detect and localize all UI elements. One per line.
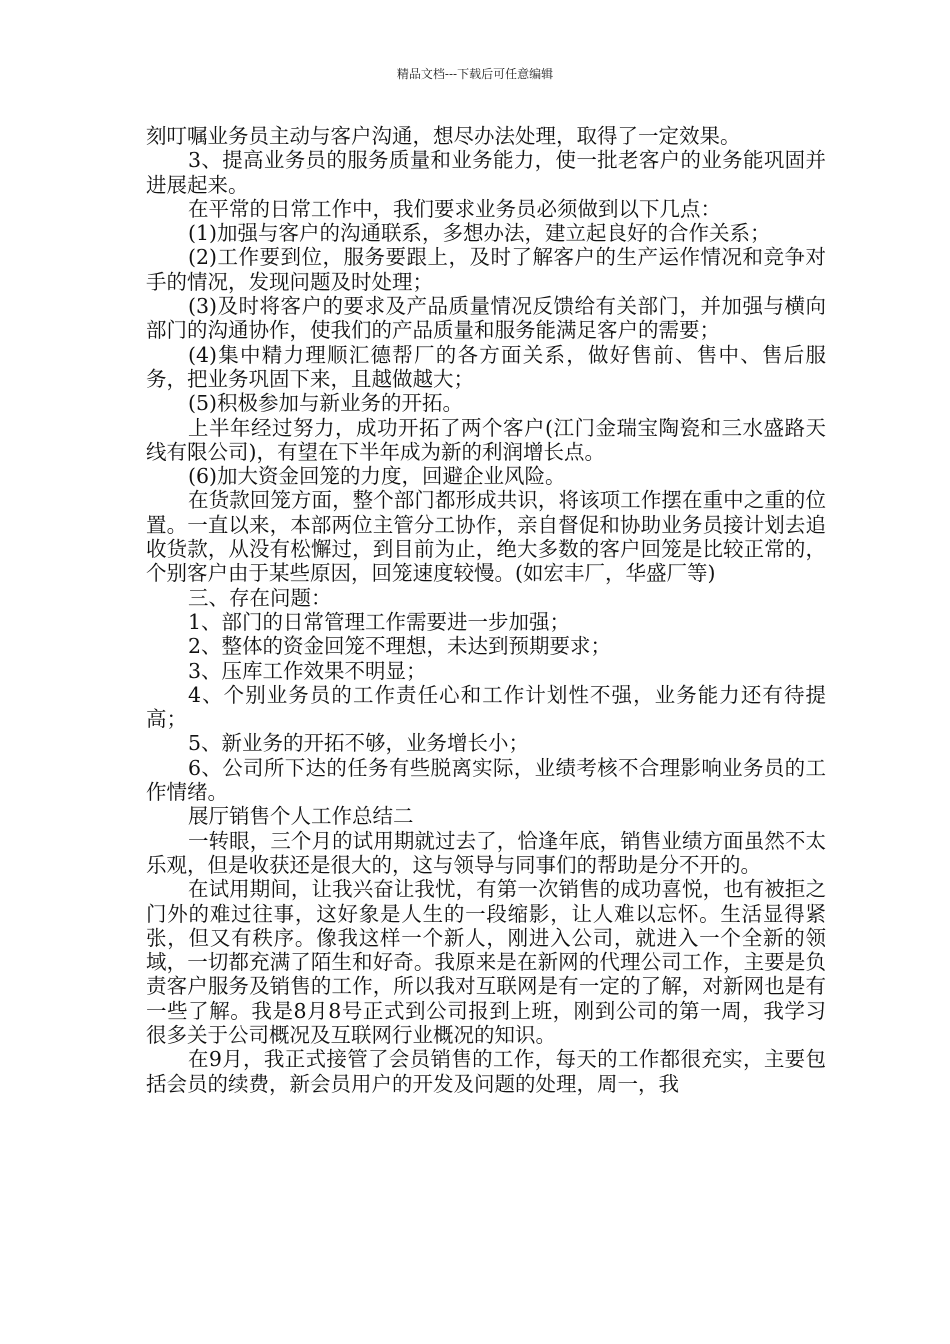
paragraph-4: (1)加强与客户的沟通联系，多想办法，建立起良好的合作关系； (188, 221, 771, 246)
paragraph-15: 3、压库工作效果不明显； (188, 658, 427, 683)
paragraph-8: (5)积极参加与新业务的开拓。 (188, 391, 464, 416)
section-heading-problems: 三、存在问题： (188, 585, 332, 610)
paragraph-13: 1、部门的日常管理工作需要进一步加强； (188, 609, 571, 634)
paragraph-1: 刻叮嘱业务员主动与客户沟通，想尽办法处理，取得了一定效果。 (146, 124, 741, 148)
paragraph-11: 在货款回笼方面，整个部门都形成共识，将该项工作摆在重中之重的位置。一直以来，本部两位主管分工协作，亲自督促和协助业务员接计划去追收货款，从没有松懈过，到目前为止，绝大多数的客户回笼是比较正常的，个别客户由于某些原因，回笼速度较慢。(如宏丰厂，华盛厂等) (146, 488, 826, 586)
paragraph-3: 在平常的日常工作中，我们要求业务员必须做到以下几点： (188, 196, 721, 221)
paragraph-2: 3、提高业务员的服务质量和业务能力，使一批老客户的业务能巩固并进展起来。 (146, 148, 826, 197)
page-header: 精品文档---下载后可任意编辑 (396, 67, 554, 81)
paragraph-22: 在9月，我正式接管了会员销售的工作，每天的工作都很充实，主要包括会员的续费，新会员用户的开发及问题的处理，周一，我 (146, 1047, 826, 1096)
paragraph-10: (6)加大资金回笼的力度，回避企业风险。 (188, 464, 566, 489)
document-body (146, 124, 826, 1096)
paragraph-5: (2)工作要到位，服务要跟上，及时了解客户的生产运作情况和竞争对手的情况，发现问题及时处理； (146, 245, 826, 294)
paragraph-14: 2、整体的资金回笼不理想，未达到预期要求； (188, 634, 612, 659)
paragraph-6: (3)及时将客户的要求及产品质量情况反馈给有关部门，并加强与横向部门的沟通协作，使我们的产品质量和服务能满足客户的需要； (146, 294, 826, 343)
paragraph-21: 在试用期间，让我兴奋让我忧，有第一次销售的成功喜悦，也有被拒之门外的难过往事，这好象是人生的一段缩影，让人难以忘怀。生活显得紧张，但又有秩序。像我这样一个新人，刚进入公司，就进入一个全新的领域，一切都充满了陌生和好奇。我原来是在新网的代理公司工作，主要是负责客户服务及销售的工作，所以我对互联网是有一定的了解，对新网也是有一些了解。我是8月8号正式到公司报到上班，刚到公司的第一周，我学习很多关于公司概况及互联网行业概况的知识。 (146, 877, 826, 1047)
paragraph-7: (4)集中精力理顺汇德帮厂的各方面关系，做好售前、售中、售后服务，把业务巩固下来，且越做越大； (146, 342, 826, 391)
paragraph-16: 4、个别业务员的工作责任心和工作计划性不强，业务能力还有待提高； (146, 682, 826, 732)
paragraph-9: 上半年经过努力，成功开拓了两个客户(江门金瑞宝陶瓷和三水盛路天线有限公司)，有望在下半年成为新的利润增长点。 (146, 415, 826, 464)
paragraph-18: 6、公司所下达的任务有些脱离实际，业绩考核不合理影响业务员的工作情绪。 (146, 755, 826, 805)
paragraph-17: 5、新业务的开拓不够，业务增长小； (188, 731, 530, 756)
section-heading-summary-two: 展厅销售个人工作总结二 (188, 804, 414, 829)
paragraph-20: 一转眼，三个月的试用期就过去了，恰逢年底，销售业绩方面虽然不太乐观，但是收获还是很大的，这与领导与同事们的帮助是分不开的。 (146, 828, 826, 877)
